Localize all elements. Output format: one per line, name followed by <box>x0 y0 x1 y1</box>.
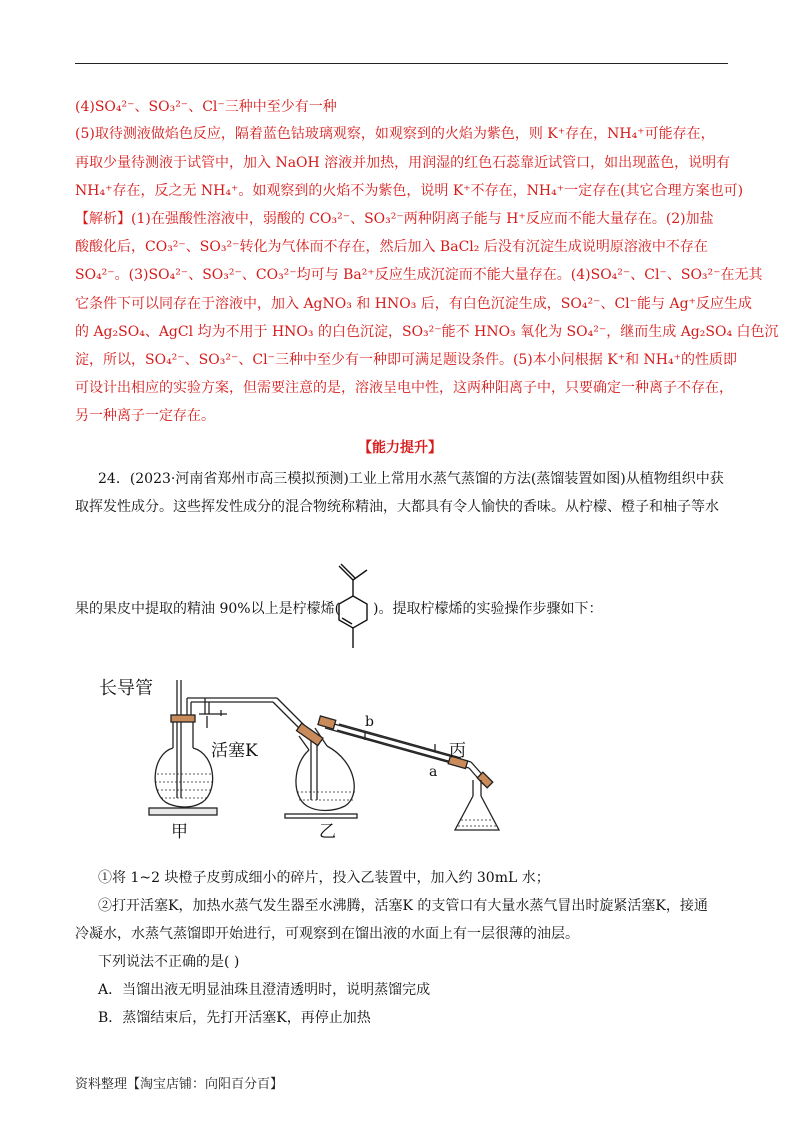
label-bing: 丙 <box>449 741 466 761</box>
question-stem-line: 取挥发性成分。这些挥发性成分的混合物统称精油，大都具有令人愉快的香味。从柠檬、橙子和柚子等水 <box>75 499 719 515</box>
analysis-line: 的 Ag₂SO₄、AgCl 均为不用于 HNO₃ 的白色沉淀，SO₃²⁻能不 HNO₃ 氧化为 SO₄²⁻，继而生成 Ag₂SO₄ 白色沉 <box>75 324 779 340</box>
header-rule <box>75 63 728 64</box>
option-a: A．当馏出液无明显油珠且澄清透明时，说明蒸馏完成 <box>98 982 431 998</box>
question-stem-line: 果的果皮中提取的精油 90%以上是柠檬烯( <box>75 601 341 617</box>
analysis-line: 淀，所以，SO₄²⁻、SO₃²⁻、Cl⁻三种中至少有一种即可满足题设条件。(5)本小问根据 K⁺和 NH₄⁺的性质即 <box>75 352 737 368</box>
limonene-structure <box>322 558 378 654</box>
analysis-line: SO₄²⁻。(3)SO₄²⁻、SO₃²⁻、CO₃²⁻均可与 Ba²⁺反应生成沉淀而不能大量存在。(4)SO₄²⁻、Cl⁻、SO₃²⁻在无其 <box>75 267 763 283</box>
label-stopcock: 活塞K <box>211 741 258 761</box>
step-line: 冷凝水，水蒸气蒸馏即开始进行，可观察到在馏出液的水面上有一层很薄的油层。 <box>75 926 579 942</box>
label-a: a <box>429 764 438 780</box>
option-b: B．蒸馏结束后，先打开活塞K，再停止加热 <box>98 1010 371 1026</box>
analysis-line: 它条件下可以同存在于溶液中，加入 AgNO₃ 和 HNO₃ 后，有白色沉淀生成，SO₄²⁻、Cl⁻能与 Ag⁺反应生成 <box>75 296 752 312</box>
answer-line-5b: 再取少量待测液于试管中，加入 NaOH 溶液并加热，用润湿的红色石蕊靠近试管口，如出现蓝色，说明有 <box>75 155 731 171</box>
analysis-line: 另一种离子一定存在。 <box>75 408 215 424</box>
step-line: ①将 1~2 块橙子皮剪成细小的碎片，投入乙装置中，加入约 30mL 水； <box>98 870 550 886</box>
label-long-tube: 长导管 <box>99 678 153 699</box>
label-yi: 乙 <box>319 822 336 840</box>
question-stem-line: 24．(2023·河南省郑州市高三模拟预测)工业上常用水蒸气蒸馏的方法(蒸馏装置如图)从植物组织中获 <box>98 471 724 487</box>
label-b: b <box>365 714 374 730</box>
analysis-line: 【解析】(1)在强酸性溶液中，弱酸的 CO₃²⁻、SO₃²⁻两种阴离子能与 H⁺反应而不能大量存在。(2)加盐 <box>75 211 714 227</box>
question-prompt: 下列说法不正确的是( ) <box>98 954 240 970</box>
question-stem-line: )。提取柠檬烯的实验操作步骤如下： <box>373 601 603 617</box>
analysis-line: 酸酸化后，CO₃²⁻、SO₃²⁻转化为气体而不存在，然后加入 BaCl₂ 后没有沉淀生成说明原溶液中不存在 <box>75 239 708 255</box>
answer-line-4: (4)SO₄²⁻、SO₃²⁻、Cl⁻三种中至少有一种 <box>75 99 337 115</box>
footer-source: 资料整理【淘宝店铺：向阳百分百】 <box>75 1077 284 1092</box>
answer-line-5a: (5)取待测液做焰色反应，隔着蓝色钴玻璃观察，如观察到的火焰为紫色，则 K⁺存在，NH₄⁺可能存在， <box>75 126 715 142</box>
answer-line-5c: NH₄⁺存在，反之无 NH₄⁺。如观察到的火焰不为紫色，说明 K⁺不存在，NH₄⁺一定存在(其它合理方案也可) <box>75 183 744 199</box>
label-jia: 甲 <box>171 822 188 840</box>
distillation-apparatus <box>95 670 525 840</box>
section-title: 【能力提升】 <box>358 440 442 456</box>
analysis-line: 可设计出相应的实验方案，但需要注意的是，溶液呈电中性，这两种阳离子中，只要确定一种离子不存在， <box>75 380 733 396</box>
step-line: ②打开活塞K，加热水蒸气发生器至水沸腾，活塞K 的支管口有大量水蒸气冒出时旋紧活塞K，接通 <box>98 898 708 914</box>
